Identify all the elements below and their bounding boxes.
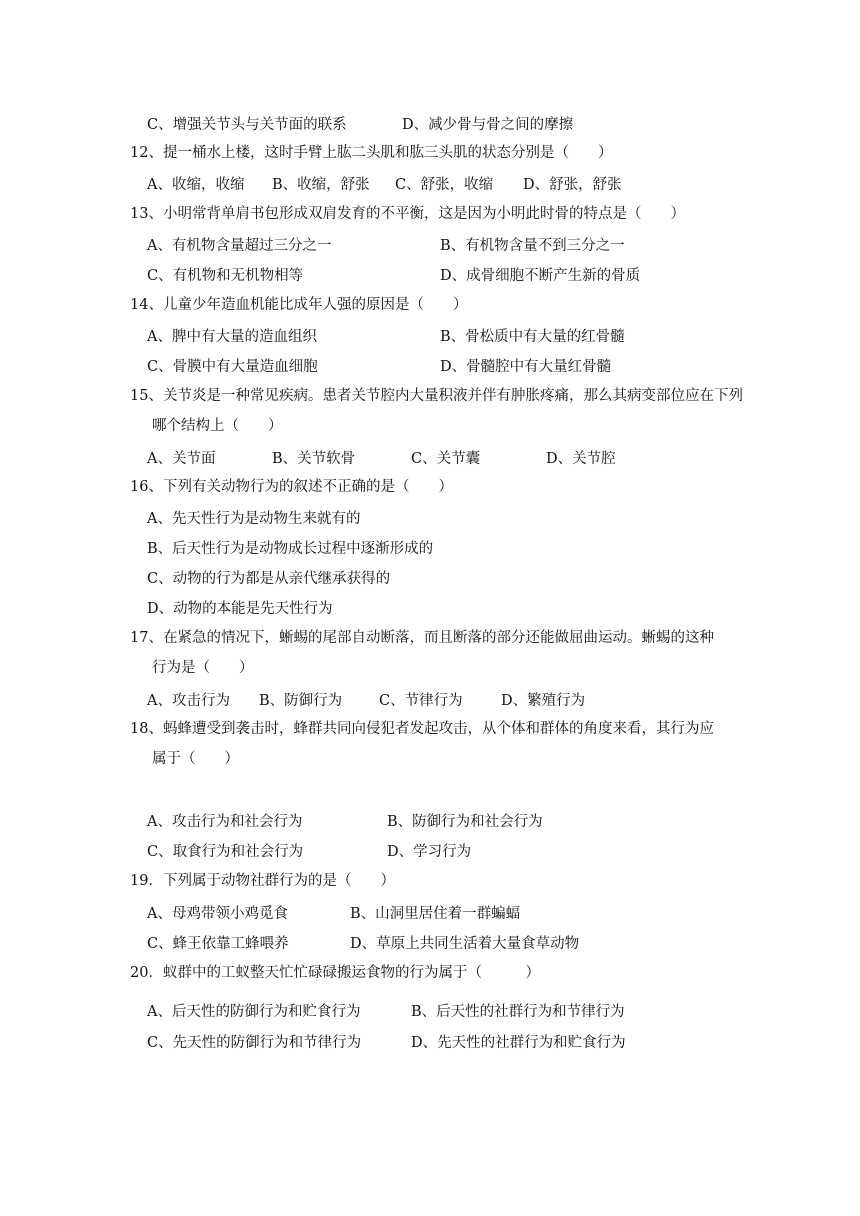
q11-option-c: C、增强关节头与关节面的联系 <box>147 117 347 133</box>
q19-stem: 19．下列属于动物社群行为的是（ ） <box>130 873 395 889</box>
q16-option-d: D、动物的本能是先天性行为 <box>147 601 333 617</box>
q13-stem: 13、小明常背单肩书包形成双肩发育的不平衡，这是因为小明此时骨的特点是（ ） <box>130 206 685 222</box>
q20-stem: 20．蚁群中的工蚁整天忙忙碌碌搬运食物的行为属于（ ） <box>130 965 540 981</box>
q12-stem: 12、提一桶水上楼，这时手臂上肱二头肌和肱三头肌的状态分别是（ ） <box>130 145 613 161</box>
q18-option-d: D、学习行为 <box>387 844 472 860</box>
q20-option-b: B、后天性的社群行为和节律行为 <box>411 1004 625 1020</box>
q18-option-b: B、防御行为和社会行为 <box>387 814 543 830</box>
q17-option-c: C、节律行为 <box>379 693 463 709</box>
q20-option-a: A、后天性的防御行为和贮食行为 <box>147 1004 361 1020</box>
q15-stem-line2: 哪个结构上（ ） <box>152 418 283 434</box>
q14-stem: 14、儿童少年造血机能比成年人强的原因是（ ） <box>130 297 468 313</box>
q16-stem: 16、下列有关动物行为的叙述不正确的是（ ） <box>130 479 453 495</box>
q16-option-b: B、后天性行为是动物成长过程中逐渐形成的 <box>147 541 434 557</box>
q12-option-b: B、收缩，舒张 <box>272 177 370 193</box>
q15-option-d: D、关节腔 <box>546 451 616 467</box>
q18-option-c: C、取食行为和社会行为 <box>147 844 304 860</box>
q13-option-c: C、有机物和无机物相等 <box>147 268 304 284</box>
q13-option-a: A、有机物含量超过三分之一 <box>147 238 332 254</box>
q15-option-b: B、关节软骨 <box>272 451 356 467</box>
q19-option-c: C、蜂王依靠工蜂喂养 <box>147 936 289 952</box>
q16-option-c: C、动物的行为都是从亲代继承获得的 <box>147 571 391 587</box>
q12-option-d: D、舒张，舒张 <box>523 177 622 193</box>
q11-option-d: D、减少骨与骨之间的摩擦 <box>402 117 574 133</box>
q17-stem-line2: 行为是（ ） <box>152 660 254 676</box>
q12-option-c: C、舒张，收缩 <box>395 177 494 193</box>
q17-stem-line1: 17、在紧急的情况下，蜥蜴的尾部自动断落，而且断落的部分还能做屈曲运动。蜥蜴的这种 <box>130 630 714 646</box>
q18-option-a: A、攻击行为和社会行为 <box>147 814 303 830</box>
q17-option-d: D、繁殖行为 <box>501 693 586 709</box>
q17-option-a: A、攻击行为 <box>147 693 230 709</box>
q19-option-b: B、山洞里居住着一群蝙蝠 <box>350 906 521 922</box>
q13-option-d: D、成骨细胞不断产生新的骨质 <box>440 268 641 284</box>
q14-option-a: A、脾中有大量的造血组织 <box>147 329 317 345</box>
q14-option-b: B、骨松质中有大量的红骨髓 <box>440 329 625 345</box>
q12-option-a: A、收缩，收缩 <box>147 177 245 193</box>
q15-option-c: C、关节囊 <box>411 451 481 467</box>
q16-option-a: A、先天性行为是动物生来就有的 <box>147 511 361 527</box>
q17-option-b: B、防御行为 <box>259 693 343 709</box>
q15-option-a: A、关节面 <box>147 451 216 467</box>
q13-option-b: B、有机物含量不到三分之一 <box>440 238 625 254</box>
q19-option-a: A、母鸡带领小鸡觅食 <box>147 906 288 922</box>
q18-stem-line2: 属于（ ） <box>152 751 239 767</box>
q20-option-c: C、先天性的防御行为和节律行为 <box>147 1035 362 1051</box>
q15-stem-line1: 15、关节炎是一种常见疾病。患者关节腔内大量积液并伴有肿胀疼痛，那么其病变部位应在下列 <box>130 388 743 404</box>
q14-option-d: D、骨髓腔中有大量红骨髓 <box>440 359 612 375</box>
q14-option-c: C、骨膜中有大量造血细胞 <box>147 359 318 375</box>
q19-option-d: D、草原上共同生活着大量食草动物 <box>350 936 580 952</box>
q18-stem-line1: 18、蚂蜂遭受到袭击时，蜂群共同向侵犯者发起攻击，从个体和群体的角度来看，其行为应 <box>130 721 714 737</box>
q20-option-d: D、先天性的社群行为和贮食行为 <box>411 1035 626 1051</box>
